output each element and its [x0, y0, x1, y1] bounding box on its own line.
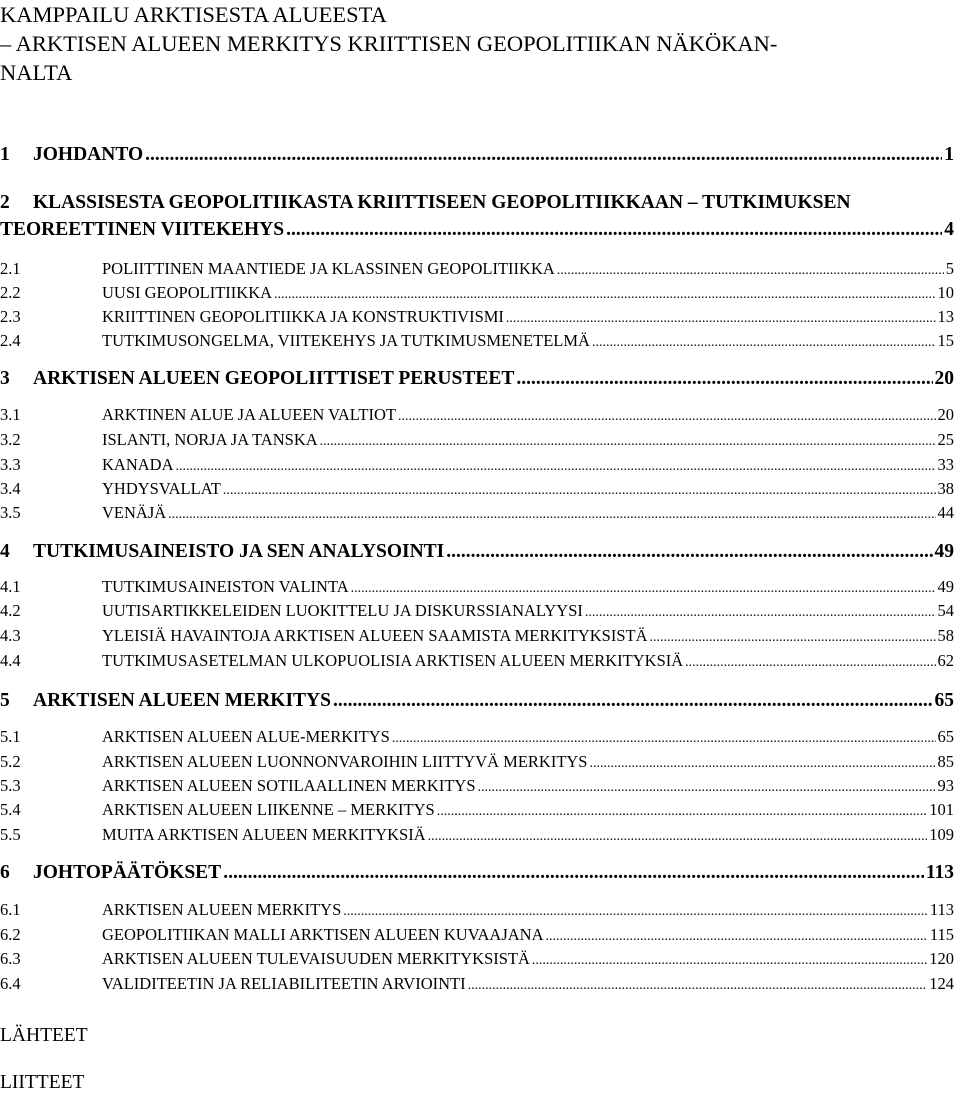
toc-title: ARKTISEN ALUEEN SOTILAALLINEN MERKITYS [102, 776, 476, 795]
toc-title: ARKTISEN ALUEEN MERKITYS [102, 900, 342, 919]
toc-leader [446, 541, 932, 563]
toc-entry-ch3[interactable] [0, 368, 954, 390]
toc-title: TUTKIMUSAINEISTO JA SEN ANALYSOINTI [33, 541, 445, 562]
toc-number: 4.4 [0, 651, 21, 670]
toc-title: YHDYSVALLAT [102, 479, 221, 498]
toc-entry-5-5[interactable] [0, 825, 954, 845]
toc-leader [428, 829, 928, 845]
title-line-2: – ARKTISEN ALUEEN MERKITYS KRIITTISEN GEOPOLITIIKAN NÄKÖKAN- [0, 31, 778, 56]
toc-entry-ch6[interactable] [0, 862, 954, 884]
toc-entry-3-2[interactable] [0, 430, 954, 450]
toc-leader [685, 655, 935, 671]
toc-leader [351, 581, 936, 597]
toc-leader [223, 862, 924, 884]
toc-title-continued: TEOREETTINEN VIITEKEHYS [0, 219, 285, 240]
toc-leader [592, 335, 936, 351]
toc-leader [468, 978, 928, 994]
toc-page: 113 [929, 900, 954, 919]
toc-number: 3.5 [0, 503, 21, 522]
toc-page: 120 [929, 949, 954, 968]
toc-title: JOHTOPÄÄTÖKSET [33, 862, 222, 883]
toc-number: 5.2 [0, 752, 21, 771]
toc-leader [333, 690, 933, 712]
toc-page: 25 [937, 430, 954, 449]
toc-leader [286, 219, 942, 241]
toc-title: ISLANTI, NORJA JA TANSKA [102, 430, 318, 449]
toc-number: 2.3 [0, 307, 21, 326]
toc-title: UUSI GEOPOLITIIKKA [102, 283, 273, 302]
toc-number: 6.2 [0, 925, 21, 944]
toc-title: ARKTISEN ALUEEN LUONNONVAROIHIN LIITTYVÄ MERKITYS [102, 752, 588, 771]
toc-leader [557, 263, 944, 279]
liitteet-heading[interactable]: LIITTEET [0, 1072, 85, 1093]
toc-leader [320, 434, 936, 450]
toc-number: 4.3 [0, 626, 21, 645]
toc-page: 101 [929, 800, 954, 819]
toc-entry-ch5[interactable] [0, 690, 954, 712]
toc-page: 4 [944, 219, 954, 240]
toc-leader [274, 287, 935, 303]
toc-entry-ch1[interactable] [0, 144, 954, 166]
toc-page: 15 [937, 331, 954, 350]
toc-page: 20 [937, 405, 954, 424]
toc-page: 13 [937, 307, 954, 326]
toc-entry-5-4[interactable] [0, 800, 954, 820]
toc-page: 124 [929, 974, 954, 993]
toc-page: 49 [934, 541, 954, 562]
toc-title: TUTKIMUSAINEISTON VALINTA [102, 577, 349, 596]
toc-entry-6-4[interactable] [0, 974, 954, 994]
toc-entry-ch2-line1[interactable] [0, 192, 954, 214]
toc-title: ARKTISEN ALUEEN GEOPOLIITTISET PERUSTEET [33, 368, 515, 389]
toc-leader [516, 368, 932, 390]
toc-entry-6-2[interactable] [0, 925, 954, 945]
toc-entry-2-4[interactable] [0, 331, 954, 351]
toc-number: 3.3 [0, 455, 21, 474]
toc-page: 54 [937, 601, 954, 620]
toc-number: 5.5 [0, 825, 21, 844]
title-line-1: KAMPPAILU ARKTISESTA ALUEESTA [0, 2, 387, 27]
toc-title: POLIITTINEN MAANTIEDE JA KLASSINEN GEOPOLITIIKKA [102, 259, 555, 278]
toc-page: 62 [937, 651, 954, 670]
toc-leader [398, 409, 936, 425]
toc-title: ARKTISEN ALUEEN LIIKENNE – MERKITYS [102, 800, 435, 819]
toc-entry-5-2[interactable] [0, 752, 954, 772]
toc-page: 5 [945, 259, 954, 278]
toc-number: 3.2 [0, 430, 21, 449]
toc-leader [532, 953, 927, 969]
toc-leader [478, 780, 936, 796]
toc-page: 65 [934, 690, 954, 711]
toc-number: 3 [0, 368, 10, 389]
toc-page: 44 [937, 503, 954, 522]
toc-entry-6-3[interactable] [0, 949, 954, 969]
toc-title: KANADA [102, 455, 174, 474]
toc-page: 58 [937, 626, 954, 645]
document-title [0, 0, 777, 87]
toc-number: 5.1 [0, 727, 21, 746]
toc-title: VENÄJÄ [102, 503, 167, 522]
toc-entry-3-5[interactable] [0, 503, 954, 523]
toc-page: 10 [937, 283, 954, 302]
toc-number: 3.1 [0, 405, 21, 424]
toc-title: KRIITTINEN GEOPOLITIIKKA JA KONSTRUKTIVISMI [102, 307, 504, 326]
toc-title: ARKTINEN ALUE JA ALUEEN VALTIOT [102, 405, 396, 424]
toc-leader [145, 144, 942, 166]
toc-page: 93 [937, 776, 954, 795]
toc-entry-2-2[interactable] [0, 283, 954, 303]
toc-page: 65 [937, 727, 954, 746]
toc-page: 33 [937, 455, 954, 474]
toc-entry-3-1[interactable] [0, 405, 954, 425]
toc-number: 1 [0, 144, 10, 165]
toc-entry-4-2[interactable] [0, 601, 954, 621]
toc-entry-2-1[interactable] [0, 259, 954, 279]
toc-leader [176, 459, 936, 475]
toc-title: MUITA ARKTISEN ALUEEN MERKITYKSIÄ [102, 825, 426, 844]
toc-leader [343, 904, 928, 920]
toc-title: TUTKIMUSASETELMAN ULKOPUOLISIA ARKTISEN ALUEEN MERKITYKSIÄ [102, 651, 684, 670]
toc-page: 49 [937, 577, 954, 596]
toc-number: 5 [0, 690, 10, 711]
toc-number: 5.3 [0, 776, 21, 795]
toc-title: TUTKIMUSONGELMA, VIITEKEHYS JA TUTKIMUSMENETELMÄ [102, 331, 590, 350]
toc-number: 4.1 [0, 577, 21, 596]
toc-page: 109 [929, 825, 954, 844]
toc-page: 20 [934, 368, 954, 389]
toc-title: ARKTISEN ALUEEN TULEVAISUUDEN MERKITYKSISTÄ [102, 949, 530, 968]
toc-number: 6.4 [0, 974, 21, 993]
toc-leader [590, 756, 936, 772]
toc-page: 1 [944, 144, 954, 165]
toc-page: 85 [937, 752, 954, 771]
toc-entry-4-4[interactable] [0, 651, 954, 671]
toc-entry-ch4[interactable] [0, 541, 954, 563]
toc-number: 4 [0, 541, 10, 562]
toc-entry-6-1[interactable] [0, 900, 954, 920]
toc-number: 2 [0, 192, 10, 213]
toc-page: 115 [929, 925, 954, 944]
toc-entry-5-1[interactable] [0, 727, 954, 747]
toc-number: 2.4 [0, 331, 21, 350]
toc-title: GEOPOLITIIKAN MALLI ARKTISEN ALUEEN KUVAAJANA [102, 925, 544, 944]
toc-leader [437, 804, 928, 820]
toc-title: ARKTISEN ALUEEN ALUE-MERKITYS [102, 727, 390, 746]
title-line-3: NALTA [0, 60, 73, 85]
toc-title: ARKTISEN ALUEEN MERKITYS [33, 690, 331, 711]
toc-leader [223, 483, 936, 499]
toc-entry-ch2-line2[interactable] [0, 219, 954, 241]
toc-leader [392, 731, 936, 747]
toc-leader [546, 929, 928, 945]
toc-page: 113 [925, 862, 954, 883]
lahteet-heading[interactable]: LÄHTEET [0, 1025, 88, 1046]
toc-number: 4.2 [0, 601, 21, 620]
toc-title: UUTISARTIKKELEIDEN LUOKITTELU JA DISKURSSIANALYYSI [102, 601, 583, 620]
toc-title: YLEISIÄ HAVAINTOJA ARKTISEN ALUEEN SAAMISTA MERKITYKSISTÄ [102, 626, 648, 645]
toc-leader [650, 630, 936, 646]
toc-entry-4-1[interactable] [0, 577, 954, 597]
toc-number: 6.3 [0, 949, 21, 968]
toc-entry-3-3[interactable] [0, 455, 954, 475]
toc-page: 38 [937, 479, 954, 498]
toc-leader [585, 605, 936, 621]
toc-number: 2.1 [0, 259, 21, 278]
toc-title: KLASSISESTA GEOPOLITIIKASTA KRIITTISEEN GEOPOLITIIKKAAN – TUTKIMUKSEN [33, 192, 851, 213]
toc-number: 6 [0, 862, 10, 883]
toc-entry-5-3[interactable] [0, 776, 954, 796]
toc-entry-3-4[interactable] [0, 479, 954, 499]
toc-title: VALIDITEETIN JA RELIABILITEETIN ARVIOINTI [102, 974, 466, 993]
toc-entry-4-3[interactable] [0, 626, 954, 646]
toc-number: 3.4 [0, 479, 21, 498]
toc-number: 5.4 [0, 800, 21, 819]
toc-leader [506, 311, 936, 327]
toc-entry-2-3[interactable] [0, 307, 954, 327]
toc-leader [168, 507, 935, 523]
toc-number: 2.2 [0, 283, 21, 302]
toc-number: 6.1 [0, 900, 21, 919]
toc-title: JOHDANTO [33, 144, 144, 165]
